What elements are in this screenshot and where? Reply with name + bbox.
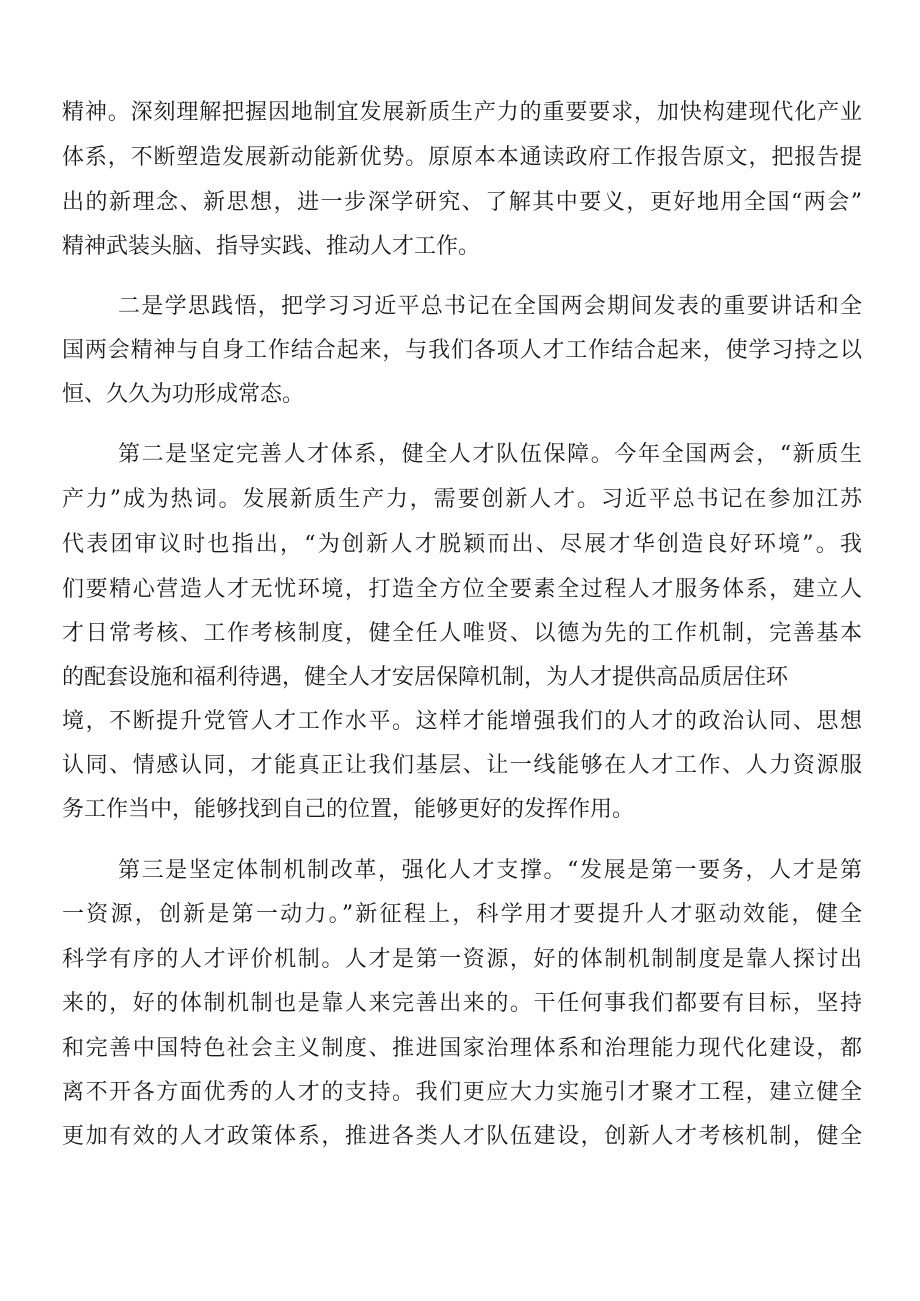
text-line: 离不开各方面优秀的人才的支持。我们更应大力实施引才聚才工程，建立健全 — [62, 1080, 862, 1105]
text-line: 认同、情感认同，才能真正让我们基层、让一线能够在人才工作、人力资源服 — [62, 753, 862, 778]
text-line: 第二是坚定完善人才体系，健全人才队伍保障。今年全国两会，“新质生 — [118, 442, 862, 467]
text-line: 务工作当中，能够找到自己的位置，能够更好的发挥作用。 — [62, 797, 635, 822]
text-line: 们要精心营造人才无忧环境，打造全方位全要素全过程人才服务体系，建立人 — [62, 577, 862, 602]
text-line: 国两会精神与自身工作结合起来，与我们各项人才工作结合起来，使学习持之以 — [62, 338, 862, 363]
text-line: 出的新理念、新思想，进一步深学研究、了解其中要义，更好地用全国“两会” — [62, 190, 862, 215]
text-line: 二是学思践悟，把学习习近平总书记在全国两会期间发表的重要讲话和全 — [118, 294, 862, 319]
text-line: 一资源，创新是第一动力。”新征程上，科学用才要提升人才驱动效能，健全 — [62, 902, 862, 927]
text-line: 精神。深刻理解把握因地制宜发展新质生产力的重要要求，加快构建现代化产业 — [62, 100, 862, 125]
text-line: 产力”成为热词。发展新质生产力，需要创新人才。习近平总书记在参加江苏 — [62, 487, 862, 512]
text-line: 体系，不断塑造发展新动能新优势。原原本本通读政府工作报告原文，把报告提 — [62, 145, 862, 170]
text-line: 第三是坚定体制机制改革，强化人才支撑。“发展是第一要务，人才是第 — [118, 858, 862, 883]
text-line: 科学有序的人才评价机制。人才是第一资源，好的体制机制制度是靠人探讨出 — [62, 947, 862, 972]
text-line: 的配套设施和福利待遇，健全人才安居保障机制，为人才提供高品质居住环 — [62, 665, 789, 690]
text-line: 精神武装头脑、指导实践、推动人才工作。 — [62, 234, 481, 259]
text-line: 才日常考核、工作考核制度，健全任人唯贤、以德为先的工作机制，完善基本 — [62, 621, 862, 646]
text-line: 代表团审议时也指出，“为创新人才脱颖而出、尽展才华创造良好环境”。我 — [62, 532, 862, 557]
text-line: 和完善中国特色社会主义制度、推进国家治理体系和治理能力现代化建设，都 — [62, 1036, 862, 1061]
text-line: 来的，好的体制机制也是靠人来完善出来的。干任何事我们都要有目标，坚持 — [62, 991, 862, 1016]
text-line: 更加有效的人才政策体系，推进各类人才队伍建设，创新人才考核机制，健全 — [62, 1124, 862, 1149]
text-line: 境，不断提升党管人才工作水平。这样才能增强我们的人才的政治认同、思想 — [62, 709, 862, 734]
text-line: 恒、久久为功形成常态。 — [62, 382, 305, 407]
